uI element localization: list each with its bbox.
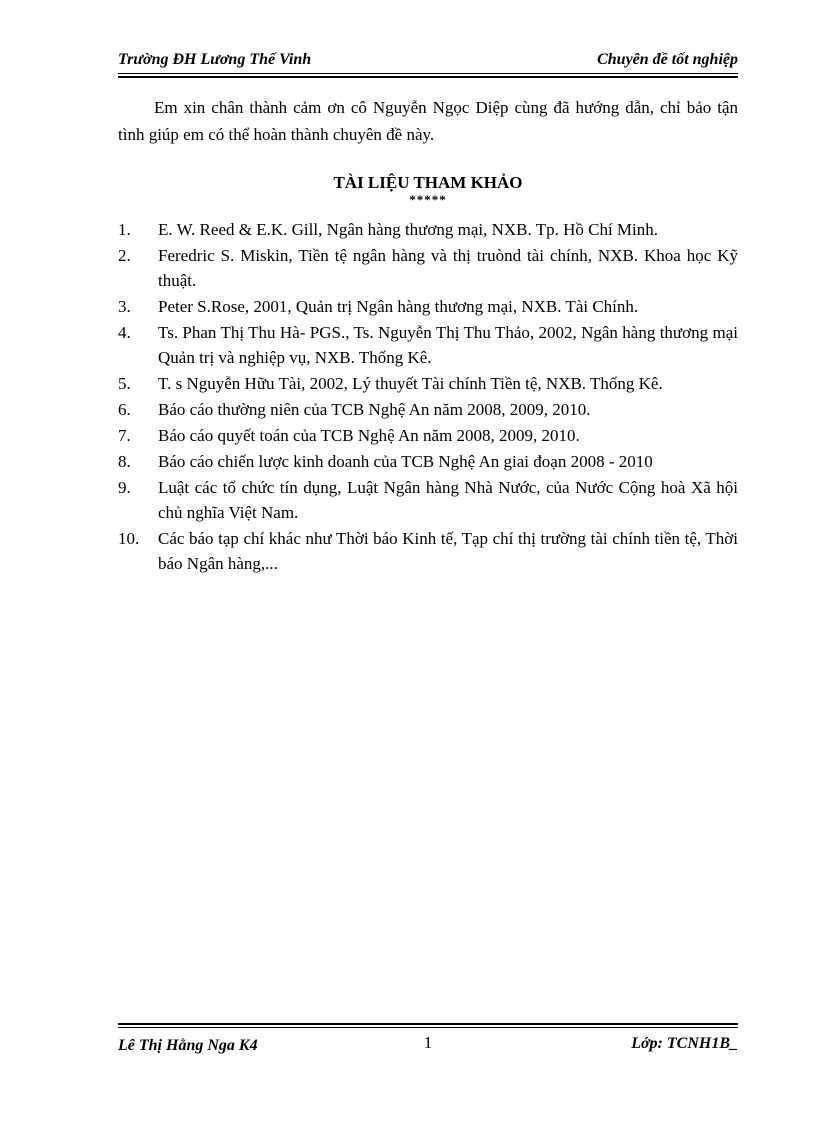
header-document-type: Chuyên đề tốt nghiệp xyxy=(597,51,738,68)
reference-number: 6. xyxy=(118,400,131,419)
reference-number: 1. xyxy=(118,220,131,239)
reference-text: Báo cáo quyết toán của TCB Nghệ An năm 2008, 2009, 2010. xyxy=(158,426,580,445)
reference-item xyxy=(118,243,738,293)
reference-item xyxy=(118,475,738,525)
header-school: Trường ĐH Lương Thế Vinh xyxy=(118,51,312,68)
reference-number: 2. xyxy=(118,246,131,265)
reference-text: E. W. Reed & E.K. Gill, Ngân hàng thương mại, NXB. Tp. Hồ Chí Minh. xyxy=(158,220,659,239)
reference-number: 7. xyxy=(118,426,131,445)
reference-item xyxy=(118,423,738,448)
footer-rule xyxy=(118,1023,738,1028)
reference-number: 8. xyxy=(118,452,131,471)
reference-item xyxy=(118,526,738,576)
reference-number: 4. xyxy=(118,323,131,342)
reference-text: Báo cáo chiến lược kinh doanh của TCB Nghệ An giai đoạn 2008 - 2010 xyxy=(158,452,653,471)
reference-item xyxy=(118,449,738,474)
reference-text: Peter S.Rose, 2001, Quản trị Ngân hàng thương mại, NXB. Tài Chính. xyxy=(158,297,639,316)
page-header xyxy=(118,51,738,75)
acknowledgement-paragraph: Em xin chân thành cảm ơn cô Nguyễn Ngọc Diệp cùng đã hướng dẫn, chỉ bảo tận tình giúp em có thể hoàn thành chuyên đề này. xyxy=(118,98,738,144)
references-stars: ***** xyxy=(409,192,447,207)
reference-text: Feredric S. Miskin, Tiền tệ ngân hàng và thị truònd tài chính, NXB. Khoa học Kỹ thuật. xyxy=(158,246,738,290)
references-list xyxy=(118,217,738,577)
reference-text: T. s Nguyễn Hữu Tài, 2002, Lý thuyết Tài chính Tiền tệ, NXB. Thống Kê. xyxy=(158,374,663,393)
references-title: TÀI LIỆU THAM KHẢO xyxy=(333,173,523,192)
reference-number: 9. xyxy=(118,478,131,497)
reference-text: Ts. Phan Thị Thu Hà- PGS., Ts. Nguyễn Thị Thu Thảo, 2002, Ngân hàng thương mại Quản trị và nghiệp vụ, NXB. Thống Kê. xyxy=(158,323,738,367)
footer-class: Lớp: TCNH1B_ xyxy=(631,1035,738,1052)
reference-number: 5. xyxy=(118,374,131,393)
page-number: 1 xyxy=(423,1033,433,1052)
reference-text: Luật các tổ chức tín dụng, Luật Ngân hàng Nhà Nước, của Nước Cộng hoà Xã hội chủ nghĩa Việt Nam. xyxy=(158,478,738,522)
header-rule xyxy=(118,73,738,78)
reference-item xyxy=(118,294,738,319)
reference-item xyxy=(118,320,738,370)
reference-text: Báo cáo thường niên của TCB Nghệ An năm 2008, 2009, 2010. xyxy=(158,400,591,419)
reference-number: 10. xyxy=(118,529,140,548)
footer-author: Lê Thị Hằng Nga K4 xyxy=(118,1037,258,1054)
reference-item xyxy=(118,371,738,396)
reference-item xyxy=(118,217,738,242)
reference-item xyxy=(118,397,738,422)
page-footer xyxy=(118,1023,738,1083)
reference-text: Các báo tạp chí khác như Thời báo Kinh tế, Tạp chí thị trường tài chính tiền tệ, Thời báo Ngân hàng,... xyxy=(158,529,738,573)
reference-number: 3. xyxy=(118,297,131,316)
